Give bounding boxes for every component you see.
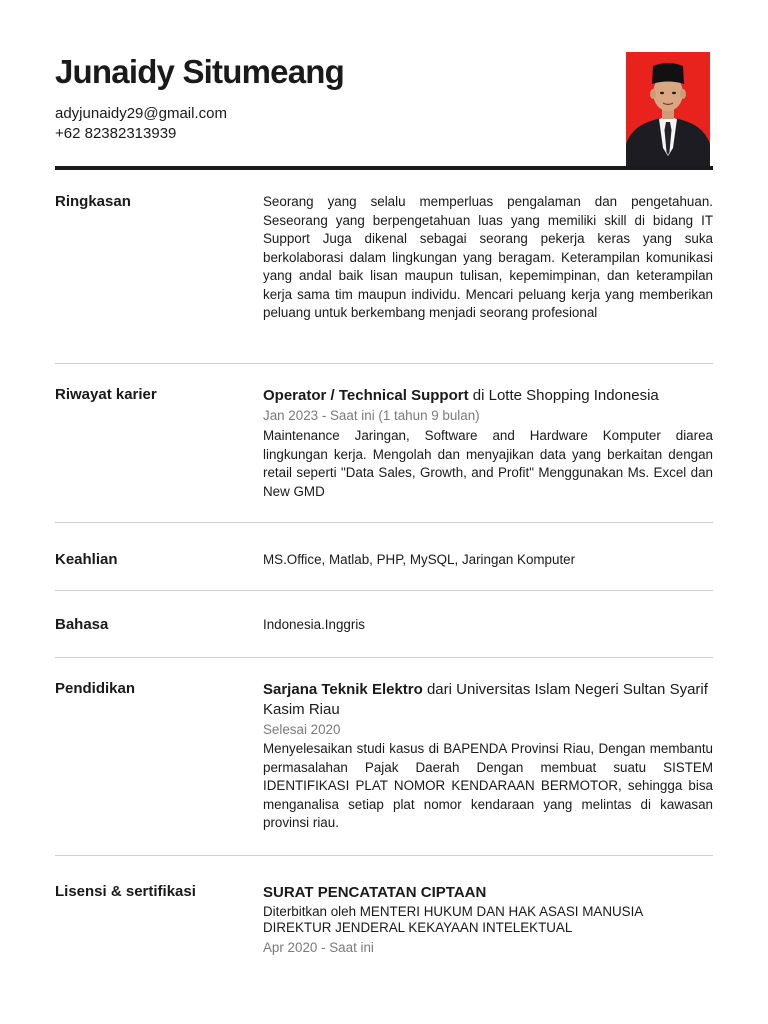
languages-text: Indonesia.Inggris — [263, 617, 365, 632]
profile-photo-graphic — [626, 52, 710, 166]
education-description: Menyelesaikan studi kasus di BAPENDA Provinsi Riau, Dengan membantu permasalahan Pajak Daerah Dengan membuat suatu SISTEM IDENTIFIKASI PLAT NOMOR KENDARAAN BERMOTOR, sehingga bisa menganalisa setiap plat nomor kendaraan yang melintas di kawasan provinsi riau. — [263, 741, 713, 830]
skills-label: Keahlian — [55, 551, 118, 568]
certification-issuer: Diterbitkan oleh MENTERI HUKUM DAN HAK ASASI MANUSIA DIREKTUR JENDERAL KEKAYAAN INTELEKTUAL — [263, 904, 643, 935]
degree-name: Sarjana Teknik Elektro — [263, 681, 423, 698]
certification-entry — [263, 883, 713, 957]
section-divider — [55, 657, 713, 658]
email-address[interactable]: adyjunaidy29@gmail.com — [55, 105, 227, 122]
school-name: Universitas Islam Negeri Sultan Syarif Kasim Riau — [263, 681, 708, 718]
job-title-line — [263, 386, 713, 406]
job-period: Jan 2023 - Saat ini (1 tahun 9 bulan) — [263, 408, 480, 423]
resume-page — [55, 0, 713, 1024]
phone-number: +62 82382313939 — [55, 125, 177, 142]
candidate-name: Junaidy Situmeang — [55, 53, 344, 90]
certification-period: Apr 2020 - Saat ini — [263, 940, 374, 955]
career-label: Riwayat karier — [55, 386, 157, 403]
section-divider — [55, 363, 713, 364]
career-entry — [263, 386, 713, 501]
section-divider — [55, 590, 713, 591]
section-divider — [55, 522, 713, 523]
degree-connector: dari — [422, 681, 457, 698]
job-role: Operator / Technical Support — [263, 387, 469, 404]
education-entry — [263, 680, 713, 833]
summary-label: Ringkasan — [55, 193, 131, 210]
section-divider — [55, 855, 713, 856]
certifications-label: Lisensi & sertifikasi — [55, 883, 196, 900]
job-company: Lotte Shopping Indonesia — [488, 387, 659, 404]
header-divider — [55, 166, 713, 170]
summary-text: Seorang yang selalu memperluas pengalaman dan pengetahuan. Seseorang yang berpengetahuan luas yang memiliki skill di bidang IT Support Juga dikenal sebagai seorang pekerja keras yang suka berkolaborasi dalam lingkungan yang beragam. Keterampilan komunikasi yang andal baik lisan maupun tulisan, kepemimpinan, dan keterampilan kerja sama tim maupun individu. Mencari peluang kerja yang memberikan peluang untuk berkembang menjadi seorang profesional — [263, 194, 713, 320]
skills-text: MS.Office, Matlab, PHP, MySQL, Jaringan Komputer — [263, 552, 576, 567]
certification-title: SURAT PENCATATAN CIPTAAN — [263, 884, 487, 901]
job-description: Maintenance Jaringan, Software and Hardware Komputer diarea lingkungan kerja. Mengolah dan menyajikan data yang berkaitan dengan retail seperti "Data Sales, Growth, and Profit" Menggunakan Ms. Excel dan New GMD — [263, 428, 713, 499]
languages-label: Bahasa — [55, 616, 109, 633]
job-connector: di — [468, 387, 489, 404]
profile-photo — [626, 52, 710, 166]
degree-line — [263, 680, 713, 720]
education-label: Pendidikan — [55, 680, 136, 697]
education-period: Selesai 2020 — [263, 722, 341, 737]
